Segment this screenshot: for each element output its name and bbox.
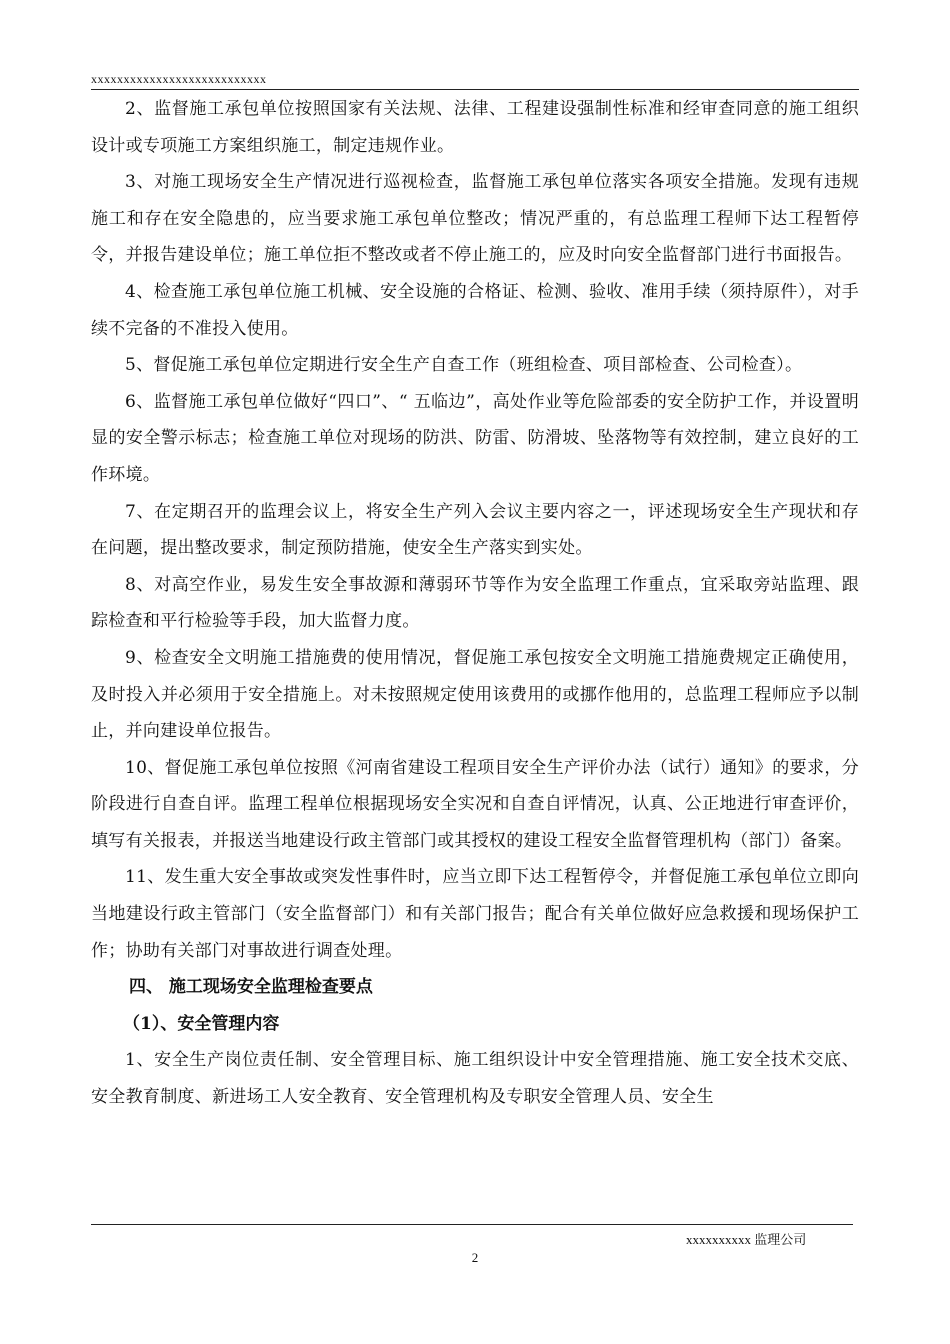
paragraph-3: 3、对施工现场安全生产情况进行巡视检查，监督施工承包单位落实各项安全措施。发现有违规施工和存在安全隐患的，应当要求施工承包单位整改；情况严重的，有总监理工程师下达工程暂停令，并报告建设单位；施工单位拒不整改或者不停止施工的，应及时向安全监督部门进行书面报告。 <box>91 172 859 266</box>
paragraph-5: 5、督促施工承包单位定期进行安全生产自查工作（班组检查、项目部检查、公司检查）。 <box>125 355 803 376</box>
document-body <box>91 91 859 1116</box>
paragraph-6: 6、监督施工承包单位做好“四口”、“ 五临边”，高处作业等危险部委的安全防护工作，并设置明显的安全警示标志；检查施工单位对现场的防洪、防雷、防滑坡、坠落物等有效控制，建立良好的工作环境。 <box>91 391 859 485</box>
paragraph-9: 9、检查安全文明施工措施费的使用情况，督促施工承包按安全文明施工措施费规定正确使用，及时投入并必须用于安全措施上。对未按照规定使用该费用的或挪作他用的，总监理工程师应予以制止，并向建设单位报告。 <box>91 647 859 742</box>
header-divider <box>91 89 859 90</box>
paragraph-2: 2、监督施工承包单位按照国家有关法规、法律、工程建设强制性标准和经审查同意的施工组织设计或专项施工方案组织施工，制定违规作业。 <box>91 99 859 156</box>
page-header-text: xxxxxxxxxxxxxxxxxxxxxxxxxxx <box>91 72 267 86</box>
footer-company-name: xxxxxxxxxx 监理公司 <box>686 1232 807 1247</box>
subsection-heading: （1）、安全管理内容 <box>123 1013 280 1034</box>
paragraph-8: 8、对高空作业，易发生安全事故源和薄弱环节等作为安全监理工作重点，宜采取旁站监理、跟踪检查和平行检验等手段，加大监督力度。 <box>91 574 859 632</box>
paragraph-11: 11、发生重大安全事故或突发性事件时，应当立即下达工程暂停令，并督促施工承包单位立即向当地建设行政主管部门（安全监督部门）和有关部门报告；配合有关单位做好应急救援和现场保护工作；协助有关部门对事故进行调查处理。 <box>91 867 859 961</box>
page-number: 2 <box>471 1250 479 1265</box>
paragraph-safety-1: 1、安全生产岗位责任制、安全管理目标、施工组织设计中安全管理措施、施工安全技术交底、安全教育制度、新进场工人安全教育、安全管理机构及专职安全管理人员、安全生 <box>91 1050 859 1108</box>
paragraph-10: 10、督促施工承包单位按照《河南省建设工程项目安全生产评价办法（试行）通知》的要求，分阶段进行自查自评。监理工程单位根据现场安全实况和自查自评情况，认真、公正地进行审查评价，填写有关报表，并报送当地建设行政主管部门或其授权的建设工程安全监督管理机构（部门）备案。 <box>91 757 859 851</box>
paragraph-7: 7、在定期召开的监理会议上，将安全生产列入会议主要内容之一，评述现场安全生产现状和存在问题，提出整改要求，制定预防措施，使安全生产落实到实处。 <box>91 501 859 559</box>
footer-divider <box>91 1224 853 1225</box>
paragraph-4: 4、检查施工承包单位施工机械、安全设施的合格证、检测、验收、准用手续（须持原件），对手续不完备的不准投入使用。 <box>91 281 859 339</box>
section-heading: 四、 施工现场安全监理检查要点 <box>129 977 373 998</box>
